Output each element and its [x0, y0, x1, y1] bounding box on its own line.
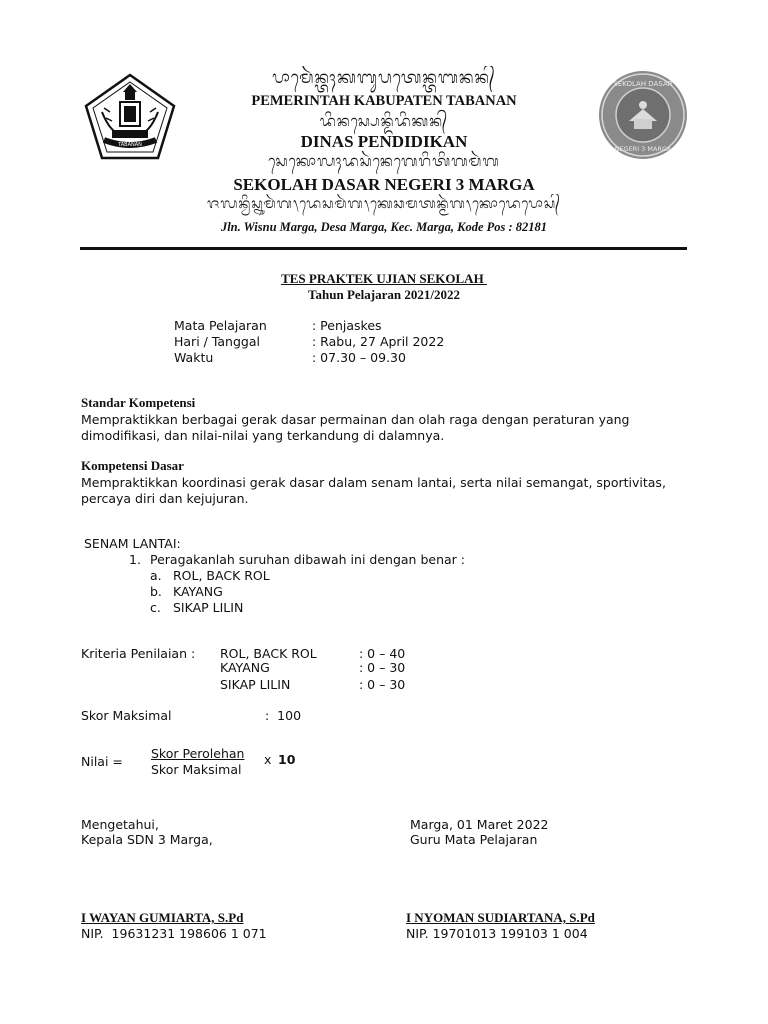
kriteria-item-name: KAYANG: [220, 660, 270, 675]
info-label-date: Hari / Tanggal: [174, 334, 260, 349]
skor-value: : 100: [265, 708, 302, 723]
teacher-nip: NIP. 19701013 199103 1 004: [406, 926, 588, 941]
standar-line-1: Mempraktikkan berbagai gerak dasar permainan dan olah raga dengan peraturan yang: [81, 412, 630, 427]
kompetensi-line-1: Mempraktikkan koordinasi gerak dasar dalam senam lantai, serta nilai semangat, sportivitas,: [81, 475, 666, 490]
formula-denominator: Skor Maksimal: [151, 762, 242, 777]
school-address: Jln. Wisnu Marga, Desa Marga, Kec. Marga, Kode Pos : 82181: [220, 220, 548, 234]
kriteria-item-name: SIKAP LILIN: [220, 677, 291, 692]
kompetensi-heading: Kompetensi Dasar: [81, 458, 184, 473]
school-name: SEKOLAH DASAR NEGERI 3 MARGA: [233, 175, 535, 194]
principal-nip: NIP. 19631231 198606 1 071: [81, 926, 267, 941]
info-label-subject: Mata Pelajaran: [174, 318, 267, 333]
department-name: DINAS PENDIDIKAN: [300, 132, 468, 151]
principal-title: Kepala SDN 3 Marga,: [81, 832, 213, 847]
kriteria-item-range: : 0 – 30: [359, 660, 406, 675]
acknowledge-text: Mengetahui,: [81, 817, 159, 832]
kriteria-label: Kriteria Penilaian :: [81, 646, 196, 661]
skor-label: Skor Maksimal: [81, 708, 172, 723]
formula-numerator: Skor Perolehan: [151, 746, 245, 761]
academic-year: Tahun Pelajaran 2021/2022: [308, 287, 460, 302]
kriteria-item-name: ROL, BACK ROL: [220, 646, 317, 661]
standar-line-2: dimodifikasi, dan nilai-nilai yang terkandung di dalamnya.: [81, 428, 445, 443]
senam-heading: SENAM LANTAI:: [84, 536, 181, 551]
list-item-letter: a.: [150, 568, 162, 583]
list-item: KAYANG: [173, 584, 223, 599]
balinese-script-line-3: ᬲᬾᬓᭀᬮᬄᬤᬲᬃᬦᬾᬕᬾᬭᬶᬢᬶᬕᬫᬃᬕ: [268, 152, 500, 170]
teacher-name: I NYOMAN SUDIARTANA, S.Pd: [406, 910, 595, 925]
kriteria-item-range: : 0 – 30: [359, 677, 406, 692]
principal-name: I WAYAN GUMIARTA, S.Pd: [81, 910, 244, 925]
nilai-label: Nilai =: [81, 754, 123, 769]
emblem-ribbon-text: TABANAN: [118, 142, 142, 148]
list-item: SIKAP LILIN: [173, 600, 244, 615]
seal-text-top: SEKOLAH DASAR: [613, 80, 673, 88]
list-item: ROL, BACK ROL: [173, 568, 270, 583]
balinese-script-line-2: ᬤᬶᬦᬲ᭄ᬧᬾᬦ᭄ᬤᬶᬤᬶᬓᬦ᭄: [319, 112, 449, 130]
place-date: Marga, 01 Maret 2022: [410, 817, 549, 832]
info-value-time: : 07.30 – 09.30: [312, 350, 406, 365]
list-item-letter: b.: [150, 584, 162, 599]
letterhead-divider: [80, 247, 687, 250]
instruction-number: 1.: [129, 552, 141, 567]
info-value-date: : Rabu, 27 April 2022: [312, 334, 445, 349]
kriteria-item-range: : 0 – 40: [359, 646, 406, 661]
formula-factor: 10: [278, 752, 296, 767]
government-name: PEMERINTAH KABUPATEN TABANAN: [251, 93, 517, 109]
info-value-subject: : Penjaskes: [312, 318, 382, 333]
document-title: TES PRAKTEK UJIAN SEKOLAH: [281, 271, 487, 286]
instruction-text: Peragakanlah suruhan dibawah ini dengan benar :: [150, 552, 465, 567]
kompetensi-line-2: percaya diri dan kejujuran.: [81, 491, 249, 506]
balinese-script-line-4: ᬚᬮᬦ᭄ᬯᬶᬲ᭄ᬦᬸᬫᬃᬕ᭞ᬤᬾᬲᬫᬃᬕ᭞ᬓᬾᬘᬫᬢᬦ᭄ᬫᬃᬕ᭞ᬓᭀᬤᬾᬧᭀᬲ᭄: [206, 196, 562, 212]
seal-text-bottom: NEGERI 3 MARGA: [614, 145, 672, 153]
standar-heading: Standar Kompetensi: [81, 395, 196, 410]
list-item-letter: c.: [150, 600, 161, 615]
teacher-title: Guru Mata Pelajaran: [410, 832, 538, 847]
info-label-time: Waktu: [174, 350, 214, 365]
balinese-script-line-1: ᬧᬵᬫᬾᬃᬦ᭄ᬢᬄᬓᬩᬸᬧᬢᬾᬦ᭄ᬢᬩᬦᬦ᭄: [272, 68, 496, 88]
formula-times: x: [264, 752, 272, 767]
